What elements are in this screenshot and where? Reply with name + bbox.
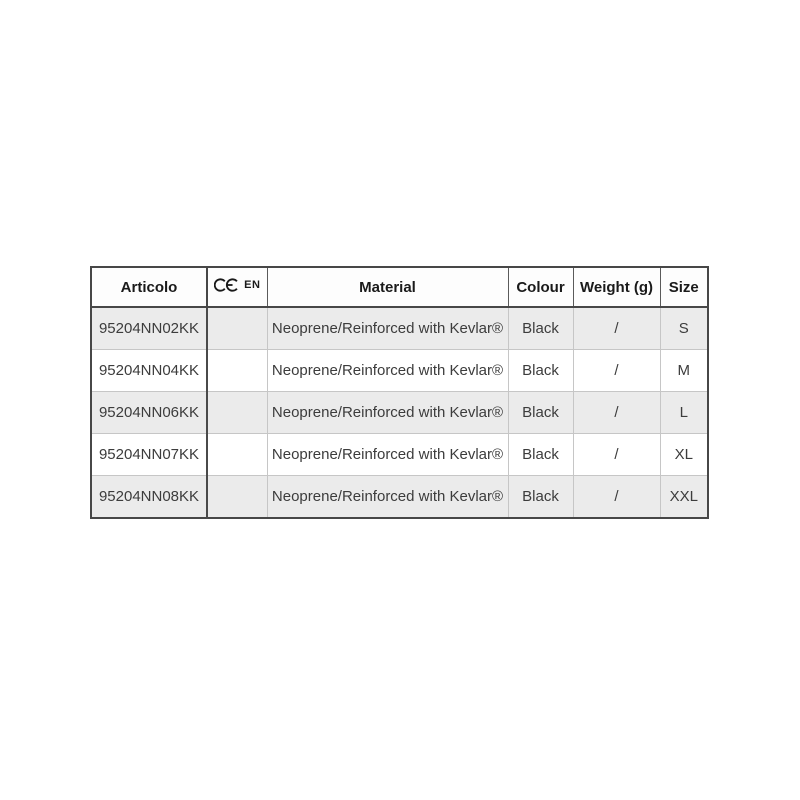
cell-weight-g: / [573, 434, 660, 476]
table-row [91, 307, 708, 350]
cell-material: Neoprene/Reinforced with Kevlar® [267, 307, 508, 350]
table-row [91, 392, 708, 434]
col-header-ce-en [207, 267, 267, 307]
product-spec-table [90, 266, 709, 519]
cell-ce-en [207, 350, 267, 392]
cell-material: Neoprene/Reinforced with Kevlar® [267, 476, 508, 519]
cell-articolo: 95204NN04KK [91, 350, 207, 392]
cell-ce-en [207, 307, 267, 350]
cell-colour: Black [508, 392, 573, 434]
cell-material: Neoprene/Reinforced with Kevlar® [267, 434, 508, 476]
cell-size: XL [660, 434, 708, 476]
cell-weight-g: / [573, 476, 660, 519]
en-norm-label: EN [244, 279, 261, 291]
cell-ce-en [207, 392, 267, 434]
table-row [91, 350, 708, 392]
col-header-colour: Colour [508, 267, 573, 307]
cell-weight-g: / [573, 307, 660, 350]
cell-colour: Black [508, 350, 573, 392]
cell-articolo: 95204NN06KK [91, 392, 207, 434]
cell-material: Neoprene/Reinforced with Kevlar® [267, 350, 508, 392]
col-header-size: Size [660, 267, 708, 307]
col-header-material: Material [267, 267, 508, 307]
cell-articolo: 95204NN02KK [91, 307, 207, 350]
cell-colour: Black [508, 434, 573, 476]
cell-articolo: 95204NN07KK [91, 434, 207, 476]
cell-colour: Black [508, 307, 573, 350]
col-header-articolo: Articolo [91, 267, 207, 307]
cell-material: Neoprene/Reinforced with Kevlar® [267, 392, 508, 434]
table-header-row [91, 267, 708, 307]
cell-ce-en [207, 434, 267, 476]
cell-size: S [660, 307, 708, 350]
table-row [91, 476, 708, 519]
ce-mark-icon [214, 278, 240, 292]
cell-weight-g: / [573, 350, 660, 392]
col-header-weight: Weight (g) [573, 267, 660, 307]
cell-ce-en [207, 476, 267, 519]
cell-colour: Black [508, 476, 573, 519]
table-row [91, 434, 708, 476]
cell-size: XXL [660, 476, 708, 519]
cell-size: L [660, 392, 708, 434]
cell-weight-g: / [573, 392, 660, 434]
cell-size: M [660, 350, 708, 392]
cell-articolo: 95204NN08KK [91, 476, 207, 519]
